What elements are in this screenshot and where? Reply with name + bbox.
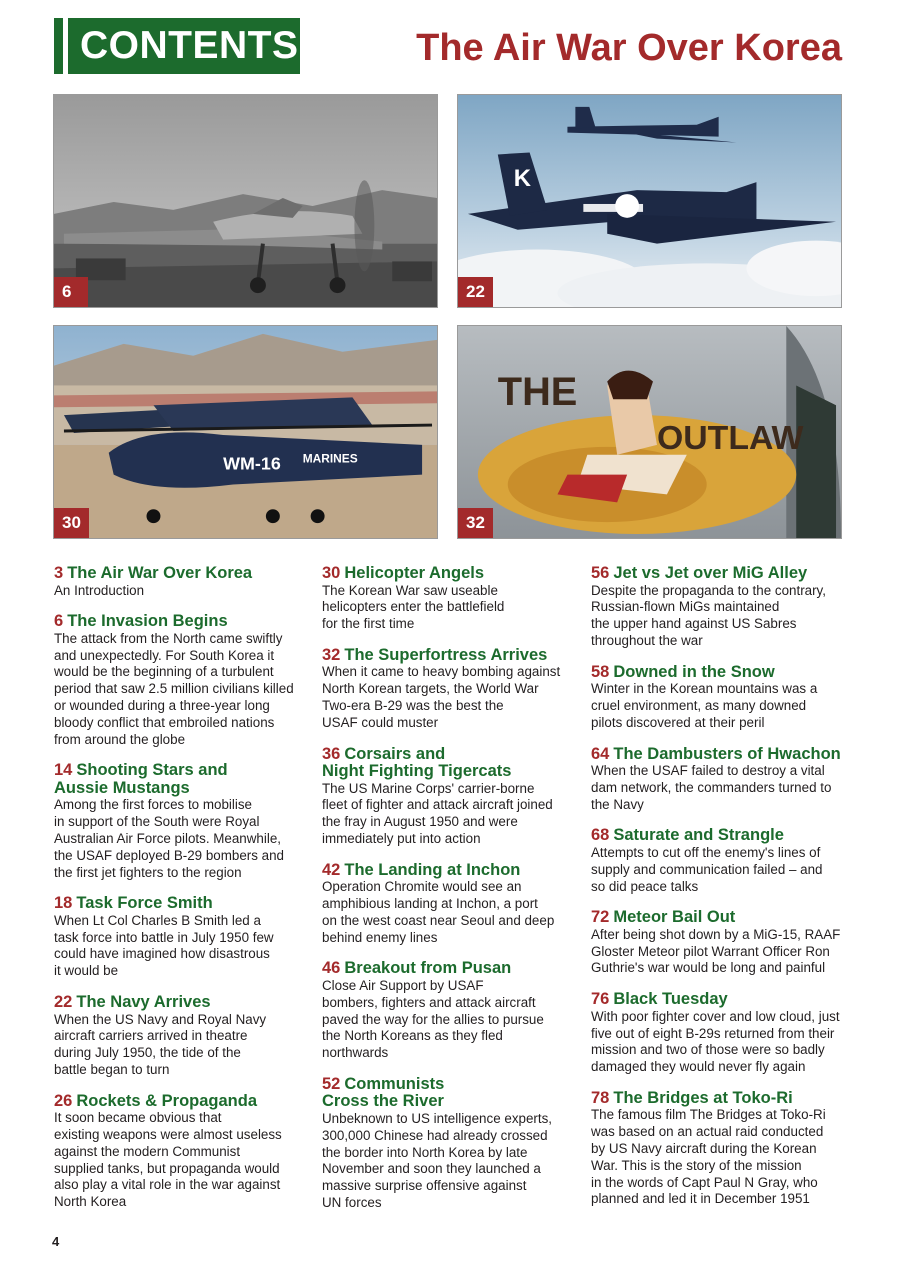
entry-page-number: 36 — [322, 744, 341, 763]
entry-page-number: 42 — [322, 860, 341, 879]
entry-description-line: the fray in August 1950 and were — [322, 814, 518, 830]
entry-description-line: 300,000 Chinese had already crossed — [322, 1127, 548, 1143]
entry-description — [54, 631, 309, 749]
entry-description — [54, 1110, 309, 1211]
contents-entry[interactable] — [54, 1093, 309, 1211]
entry-title-line — [322, 960, 577, 978]
entry-title-line — [322, 1076, 577, 1094]
entry-description-line: helicopters enter the battlefield — [322, 599, 505, 615]
entry-heading — [54, 994, 309, 1012]
photo-nose-art — [457, 325, 842, 539]
entry-description-line: the North Koreans as they fled — [322, 1028, 503, 1044]
entry-description-line: against the modern Communist — [54, 1143, 241, 1159]
entry-title-line — [54, 565, 309, 583]
entry-description-line: The famous film The Bridges at Toko-Ri — [591, 1107, 826, 1123]
contents-column-2 — [322, 565, 577, 1226]
photo-corsairs — [457, 94, 842, 308]
entry-description-line: for the first time — [322, 616, 415, 632]
entry-description-line: throughout the war — [591, 632, 703, 648]
svg-text:OUTLAW: OUTLAW — [656, 418, 804, 457]
entry-description-line: The Korean War saw useable — [322, 582, 498, 598]
entry-description-line: immediately put into action — [322, 830, 481, 846]
photo-helicopters — [53, 325, 438, 539]
entry-page-number: 22 — [54, 993, 73, 1012]
entry-description — [322, 1111, 577, 1212]
photo-page-badge: 32 — [458, 508, 493, 538]
contents-entry[interactable] — [591, 827, 846, 895]
entry-page-number: 30 — [322, 564, 341, 582]
entry-page-number: 56 — [591, 564, 610, 582]
entry-description-line: the border into North Korea by late — [322, 1144, 528, 1160]
page-number: 4 — [52, 1234, 60, 1249]
entry-title-text: Aussie Mustangs — [54, 778, 190, 797]
entry-heading — [54, 1093, 309, 1111]
entry-description-line: and unexpectedly. For South Korea it — [54, 647, 275, 663]
contents-entry[interactable] — [54, 762, 309, 881]
entry-page-number: 32 — [322, 645, 341, 664]
photo-page-badge: 6 — [54, 277, 88, 307]
entry-description-line: paved the way for the allies to pursue — [322, 1011, 544, 1027]
contents-entry[interactable] — [54, 565, 309, 599]
entry-title-text: The Navy Arrives — [76, 993, 211, 1012]
entry-title-text: Saturate and Strangle — [613, 826, 784, 845]
entry-title-line — [591, 827, 846, 845]
entry-description-line: When the US Navy and Royal Navy — [54, 1011, 267, 1027]
entry-page-number: 6 — [54, 612, 64, 631]
entry-description-line: pilots discovered at their peril — [591, 714, 765, 730]
entry-page-number: 18 — [54, 894, 73, 913]
entry-title-line — [322, 1093, 577, 1111]
entry-heading — [591, 1090, 846, 1108]
entry-description-line: during July 1950, the tide of the — [54, 1045, 241, 1061]
entry-description-line: the upper hand against US Sabres — [591, 616, 797, 632]
entry-description-line: battle began to turn — [54, 1061, 170, 1077]
contents-entry[interactable] — [591, 746, 846, 814]
contents-entry[interactable] — [322, 746, 577, 848]
entry-description-line: on the west coast near Seoul and deep — [322, 912, 555, 928]
entry-title-line — [54, 994, 309, 1012]
entry-page-number: 3 — [54, 564, 64, 582]
entry-description-line: was based on an actual raid conducted — [591, 1124, 824, 1140]
entry-description-line: damaged they would never fly again — [591, 1059, 806, 1075]
entry-description-line: existing weapons were almost useless — [54, 1127, 282, 1143]
contents-column-1 — [54, 565, 309, 1225]
entry-description-line: the Navy — [591, 796, 644, 812]
entry-title-text: Shooting Stars and — [76, 761, 228, 780]
photo-mustang — [53, 94, 438, 308]
entry-description-line: The US Marine Corps' carrier-borne — [322, 780, 535, 796]
entry-description-line: Australian Air Force pilots. Meanwhile, — [54, 830, 281, 846]
entry-heading — [54, 565, 309, 583]
svg-text:MARINES: MARINES — [302, 451, 358, 466]
entry-description — [322, 781, 577, 848]
entry-heading — [322, 647, 577, 665]
entry-heading — [591, 664, 846, 682]
contents-label: CONTENTS — [80, 24, 299, 67]
entry-description-line: It soon became obvious that — [54, 1110, 222, 1126]
entry-description — [591, 681, 846, 731]
entry-description-line: would be the beginning of a turbulent — [54, 664, 274, 680]
entry-description-line: After being shot down by a MiG-15, RAAF — [591, 926, 841, 942]
entry-title-line — [591, 991, 846, 1009]
entry-description-line: Unbeknown to US intelligence experts, — [322, 1110, 553, 1126]
entry-description-line: War. This is the story of the mission — [591, 1157, 802, 1173]
entry-heading — [591, 991, 846, 1009]
entry-description-line: USAF could muster — [322, 714, 439, 730]
entry-description-line: When it came to heavy bombing against — [322, 664, 561, 680]
entry-title-text: The Air War Over Korea — [67, 564, 253, 582]
entry-heading — [322, 1076, 577, 1111]
svg-text:THE: THE — [497, 370, 578, 415]
entry-title-text: The Bridges at Toko-Ri — [613, 1088, 793, 1107]
entry-description-line: by US Navy aircraft during the Korean — [591, 1141, 817, 1157]
entry-title-line — [54, 762, 309, 780]
entry-title-line — [322, 862, 577, 880]
entry-description-line: massive surprise offensive against — [322, 1178, 527, 1194]
entry-title-text: Black Tuesday — [613, 990, 728, 1009]
entry-title-line — [591, 565, 846, 583]
entry-heading — [591, 565, 846, 583]
page-title: The Air War Over Korea — [416, 27, 842, 69]
entry-description-line: Guthrie's war would be long and painful — [591, 960, 826, 976]
entry-description-line: task force into battle in July 1950 few — [54, 929, 274, 945]
entry-description-line: in support of the South were Royal — [54, 814, 260, 830]
contents-entry[interactable] — [591, 991, 846, 1076]
entry-description — [54, 583, 309, 600]
entry-title-line — [591, 746, 846, 764]
entry-description-line: northwards — [322, 1045, 389, 1061]
entry-description-line: An Introduction — [54, 582, 145, 598]
entry-title-text: Jet vs Jet over MiG Alley — [613, 564, 808, 582]
entry-description — [322, 664, 577, 731]
entry-description — [322, 978, 577, 1062]
entry-description-line: amphibious landing at Inchon, a port — [322, 896, 538, 912]
entry-description-line: the USAF deployed B-29 bombers and — [54, 847, 285, 863]
entry-title-text: Meteor Bail Out — [613, 908, 736, 927]
entry-heading — [54, 895, 309, 913]
entry-description-line: period that saw 2.5 million civilians killed — [54, 681, 294, 697]
entry-title-text: Breakout from Pusan — [344, 959, 512, 978]
photo-page-badge: 30 — [54, 508, 89, 538]
entry-title-text: The Superfortress Arrives — [344, 645, 548, 664]
entry-title-line — [54, 613, 309, 631]
contents-column-3 — [591, 565, 846, 1222]
entry-title-line — [322, 647, 577, 665]
contents-entry[interactable] — [322, 960, 577, 1061]
entry-page-number: 58 — [591, 662, 610, 681]
entry-description-line: Gloster Meteor pilot Warrant Officer Ron — [591, 943, 830, 959]
entry-description — [591, 1009, 846, 1076]
entry-heading — [54, 613, 309, 631]
entry-title-line — [54, 1093, 309, 1111]
contents-entry[interactable] — [591, 565, 846, 650]
entry-heading — [591, 827, 846, 845]
entry-title-line — [591, 664, 846, 682]
entry-title-text: Task Force Smith — [76, 894, 213, 913]
entry-heading — [591, 909, 846, 927]
entry-description — [591, 763, 846, 813]
entry-description — [591, 845, 846, 895]
entry-description — [591, 927, 846, 977]
entry-title-line — [54, 780, 309, 798]
contents-entry[interactable] — [591, 664, 846, 732]
entry-title-line — [54, 895, 309, 913]
contents-entry[interactable] — [322, 862, 577, 947]
entry-description-line: planned and led it in December 1951 — [591, 1191, 810, 1207]
entry-title-text: Night Fighting Tigercats — [322, 762, 512, 781]
entry-title-text: Downed in the Snow — [613, 662, 775, 681]
entry-title-text: Corsairs and — [344, 744, 446, 763]
entry-description-line: cruel environment, as many downed — [591, 697, 807, 713]
entry-page-number: 46 — [322, 959, 341, 978]
entry-description-line: Despite the propaganda to the contrary, — [591, 582, 826, 598]
contents-badge — [54, 18, 300, 74]
entry-page-number: 72 — [591, 908, 610, 927]
entry-description — [322, 879, 577, 946]
contents-entry[interactable] — [54, 895, 309, 980]
photo-page-badge: 22 — [458, 277, 493, 307]
entry-description — [54, 913, 309, 980]
entry-title-text: Cross the River — [322, 1092, 444, 1111]
entry-heading — [322, 960, 577, 978]
contents-entry[interactable] — [322, 1076, 577, 1212]
entry-description-line: North Korea — [54, 1194, 127, 1210]
entry-description-line: When Lt Col Charles B Smith led a — [54, 912, 261, 928]
entry-title-text: Rockets & Propaganda — [76, 1091, 257, 1110]
entry-description-line: the first jet fighters to the region — [54, 864, 242, 880]
contents-entry[interactable] — [54, 994, 309, 1079]
entry-page-number: 76 — [591, 990, 610, 1009]
entry-description — [54, 797, 309, 881]
entry-heading — [322, 746, 577, 781]
contents-entry[interactable] — [591, 1090, 846, 1208]
entry-description-line: aircraft carriers arrived in theatre — [54, 1028, 248, 1044]
entry-description-line: When the USAF failed to destroy a vital — [591, 763, 825, 779]
entry-description-line: mission and two of those were so badly — [591, 1042, 825, 1058]
entry-description-line: it would be — [54, 963, 119, 979]
entry-description-line: Among the first forces to mobilise — [54, 797, 252, 813]
entry-description-line: Attempts to cut off the enemy's lines of — [591, 844, 821, 860]
contents-entry[interactable] — [322, 565, 577, 633]
entry-description-line: Russian-flown MiGs maintained — [591, 599, 780, 615]
entry-page-number: 52 — [322, 1074, 341, 1093]
entry-description-line: could have imagined how disastrous — [54, 946, 270, 962]
entry-page-number: 64 — [591, 744, 610, 763]
entry-page-number: 68 — [591, 826, 610, 845]
entry-description-line: supply and communication failed – and — [591, 861, 823, 877]
entry-heading — [591, 746, 846, 764]
entry-title-line — [322, 763, 577, 781]
entry-description-line: from around the globe — [54, 731, 186, 747]
entry-title-text: Communists — [344, 1074, 445, 1093]
contents-entry[interactable] — [54, 613, 309, 748]
contents-entry[interactable] — [322, 647, 577, 732]
entry-title-line — [591, 1090, 846, 1108]
entry-page-number: 78 — [591, 1088, 610, 1107]
entry-description-line: North Korean targets, the World War — [322, 681, 539, 697]
entry-page-number: 14 — [54, 761, 73, 780]
svg-text:K: K — [513, 165, 531, 193]
entry-title-line — [322, 565, 577, 583]
entry-description-line: in the words of Capt Paul N Gray, who — [591, 1174, 818, 1190]
svg-text:WM-16: WM-16 — [223, 453, 281, 474]
entry-description-line: five out of eight B-29s returned from their — [591, 1025, 835, 1041]
entry-description — [322, 583, 577, 633]
entry-description-line: November and soon they launched a — [322, 1161, 541, 1177]
entry-description-line: so did peace talks — [591, 878, 699, 894]
entry-description-line: bloody conflict that embroiled nations — [54, 714, 275, 730]
entry-heading — [322, 862, 577, 880]
entry-title-text: Helicopter Angels — [344, 564, 485, 582]
entry-title-line — [322, 746, 577, 764]
entry-description-line: Operation Chromite would see an — [322, 879, 522, 895]
entry-description-line: supplied tanks, but propaganda would — [54, 1160, 280, 1176]
entry-description-line: Two-era B-29 was the best the — [322, 697, 504, 713]
entry-description-line: Close Air Support by USAF — [322, 977, 484, 993]
entry-description — [54, 1012, 309, 1079]
contents-entry[interactable] — [591, 909, 846, 977]
entry-description — [591, 583, 846, 650]
entry-page-number: 26 — [54, 1091, 73, 1110]
entry-title-line — [591, 909, 846, 927]
entry-description-line: dam network, the commanders turned to — [591, 779, 832, 795]
entry-description-line: or wounded during a three-year long — [54, 697, 270, 713]
entry-description — [591, 1107, 846, 1208]
badge-stripe — [63, 18, 68, 74]
entry-description-line: With poor fighter cover and low cloud, just — [591, 1008, 840, 1024]
entry-description-line: behind enemy lines — [322, 929, 438, 945]
entry-description-line: fleet of fighter and attack aircraft joined — [322, 797, 553, 813]
entry-title-text: The Dambusters of Hwachon — [613, 744, 841, 763]
entry-heading — [54, 762, 309, 797]
entry-heading — [322, 565, 577, 583]
entry-description-line: also play a vital role in the war against — [54, 1177, 281, 1193]
entry-description-line: Winter in the Korean mountains was a — [591, 681, 818, 697]
entry-title-text: The Invasion Begins — [67, 612, 228, 631]
entry-title-text: The Landing at Inchon — [344, 860, 521, 879]
entry-description-line: The attack from the North came swiftly — [54, 630, 283, 646]
entry-description-line: bombers, fighters and attack aircraft — [322, 994, 536, 1010]
entry-description-line: UN forces — [322, 1194, 382, 1210]
